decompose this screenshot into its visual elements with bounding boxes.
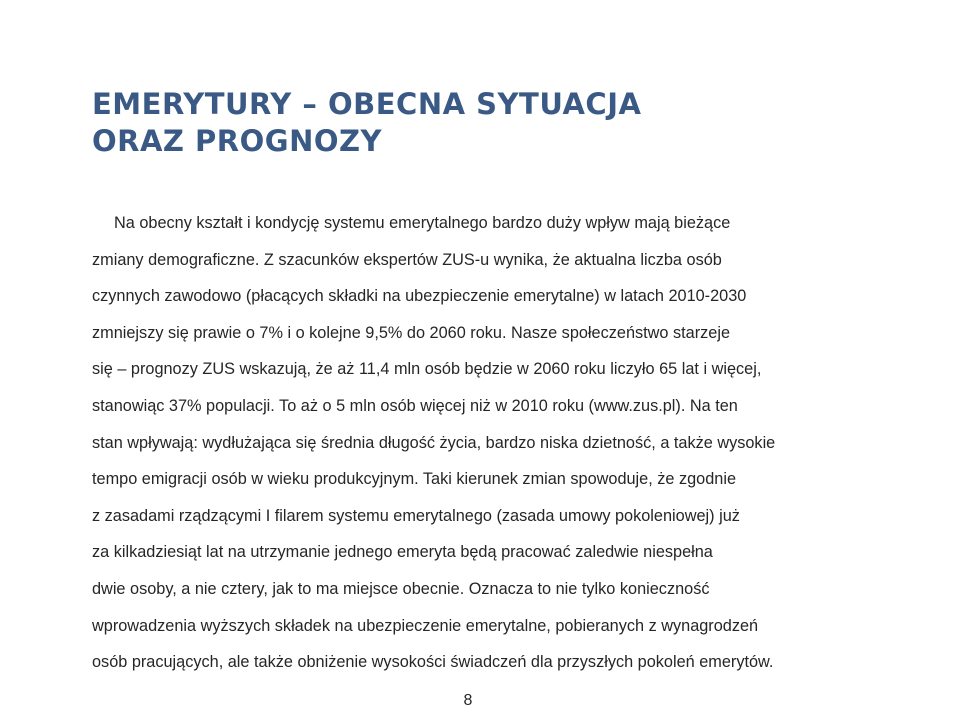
- body-line: czynnych zawodowo (płacących składki na ubezpieczenie emerytalne) w latach 2010-2030: [92, 287, 747, 306]
- body-line: z zasadami rządzącymi I filarem systemu emerytalnego (zasada umowy pokoleniowej) już: [92, 506, 740, 525]
- page-title-line-2: ORAZ PROGNOZY: [92, 124, 383, 158]
- body-line: wprowadzenia wyższych składek na ubezpieczenie emerytalne, pobieranych z wynagrodzeń: [92, 616, 759, 635]
- body-line: zmiany demograficzne. Z szacunków ekspertów ZUS-u wynika, że aktualna liczba osób: [92, 250, 722, 269]
- body-line: zmniejszy się prawie o 7% i o kolejne 9,5% do 2060 roku. Nasze społeczeństwo starzeje: [92, 323, 731, 342]
- body-line: dwie osoby, a nie cztery, jak to ma miejsce obecnie. Oznacza to nie tylko konieczność: [92, 579, 710, 598]
- body-paragraph: [92, 205, 882, 681]
- body-line: stanowiąc 37% populacji. To aż o 5 mln osób więcej niż w 2010 roku (www.zus.pl). Na ten: [92, 396, 738, 415]
- page-title: [92, 86, 641, 160]
- body-line: stan wpływają: wydłużająca się średnia długość życia, bardzo niska dzietność, a także wysokie: [92, 433, 776, 452]
- body-line: za kilkadziesiąt lat na utrzymanie jednego emeryta będą pracować zaledwie niespełna: [92, 543, 713, 562]
- page-number: 8: [463, 692, 473, 709]
- body-line: tempo emigracji osób w wieku produkcyjnym. Taki kierunek zmian spowoduje, że zgodnie: [92, 470, 737, 489]
- body-line: osób pracujących, ale także obniżenie wysokości świadczeń dla przyszłych pokoleń emerytów.: [92, 653, 774, 672]
- body-line: Na obecny kształt i kondycję systemu emerytalnego bardzo duży wpływ mają bieżące: [114, 214, 731, 232]
- body-line: się – prognozy ZUS wskazują, że aż 11,4 mln osób będzie w 2060 roku liczyło 65 lat i więcej,: [92, 360, 762, 379]
- page-title-line-1: EMERYTURY – OBECNA SYTUACJA: [92, 87, 642, 121]
